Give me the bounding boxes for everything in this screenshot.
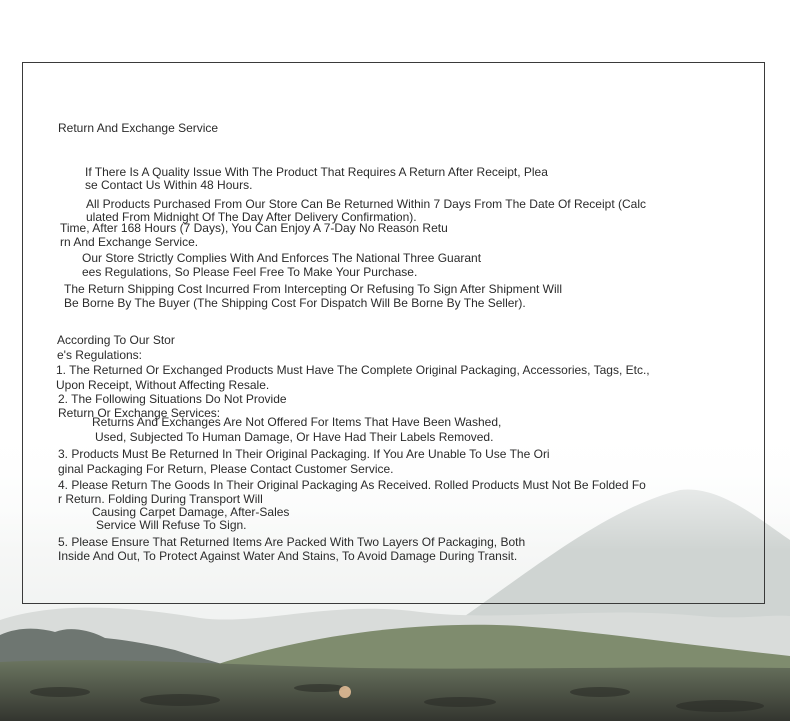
notice-line: rn And Exchange Service. — [60, 235, 199, 249]
notice-line: 2. The Following Situations Do Not Provide — [58, 392, 287, 406]
notice-line: Service Will Refuse To Sign. — [96, 518, 247, 532]
notice-title: Return And Exchange Service — [58, 121, 219, 135]
notice-line: Used, Subjected To Human Damage, Or Have Had Their Labels Removed. — [95, 430, 494, 444]
lens-flare — [339, 686, 351, 698]
notice-line: Inside And Out, To Protect Against Water And Stains, To Avoid Damage During Transit. — [58, 549, 518, 563]
notice-line: 4. Please Return The Goods In Their Original Packaging As Received. Rolled Products Must Not Be Folded Fo — [58, 478, 646, 492]
notice-line: ginal Packaging For Return, Please Contact Customer Service. — [58, 462, 394, 476]
notice-line: e's Regulations: — [57, 348, 143, 362]
notice-line: Time, After 168 Hours (7 Days), You Can Enjoy A 7-Day No Reason Retu — [60, 221, 448, 235]
notice-line: Be Borne By The Buyer (The Shipping Cost For Dispatch Will Be Borne By The Seller). — [64, 296, 526, 310]
notice-line: ees Regulations, So Please Feel Free To Make Your Purchase. — [82, 265, 418, 279]
notice-line: According To Our Stor — [57, 333, 175, 347]
foreground-ground — [0, 660, 790, 721]
notice-line: r Return. Folding During Transport Will — [58, 492, 263, 506]
notice-line: If There Is A Quality Issue With The Product That Requires A Return After Receipt, Plea — [85, 165, 548, 179]
notice-line: All Products Purchased From Our Store Can Be Returned Within 7 Days From The Date Of Receipt (Calc — [86, 197, 646, 211]
notice-line: Causing Carpet Damage, After-Sales — [92, 505, 290, 519]
notice-line: Return Or Exchange Services: — [58, 406, 221, 420]
notice-line: Our Store Strictly Complies With And Enforces The National Three Guarant — [82, 251, 482, 265]
notice-line: The Return Shipping Cost Incurred From Intercepting Or Refusing To Sign After Shipment Will — [64, 282, 563, 296]
notice-line: Upon Receipt, Without Affecting Resale. — [56, 378, 270, 392]
notice-line: 3. Products Must Be Returned In Their Original Packaging. If You Are Unable To Use The Ori — [58, 447, 550, 461]
notice-line: se Contact Us Within 48 Hours. — [85, 178, 253, 192]
notice-line: ulated From Midnight Of The Day After Delivery Confirmation). — [86, 210, 417, 224]
notice-line: 5. Please Ensure That Returned Items Are Packed With Two Layers Of Packaging, Both — [58, 535, 526, 549]
notice-line: Returns And Exchanges Are Not Offered For Items That Have Been Washed, — [92, 415, 502, 429]
notice-line: 1. The Returned Or Exchanged Products Must Have The Complete Original Packaging, Accessories, Tags, Etc., — [56, 363, 650, 377]
